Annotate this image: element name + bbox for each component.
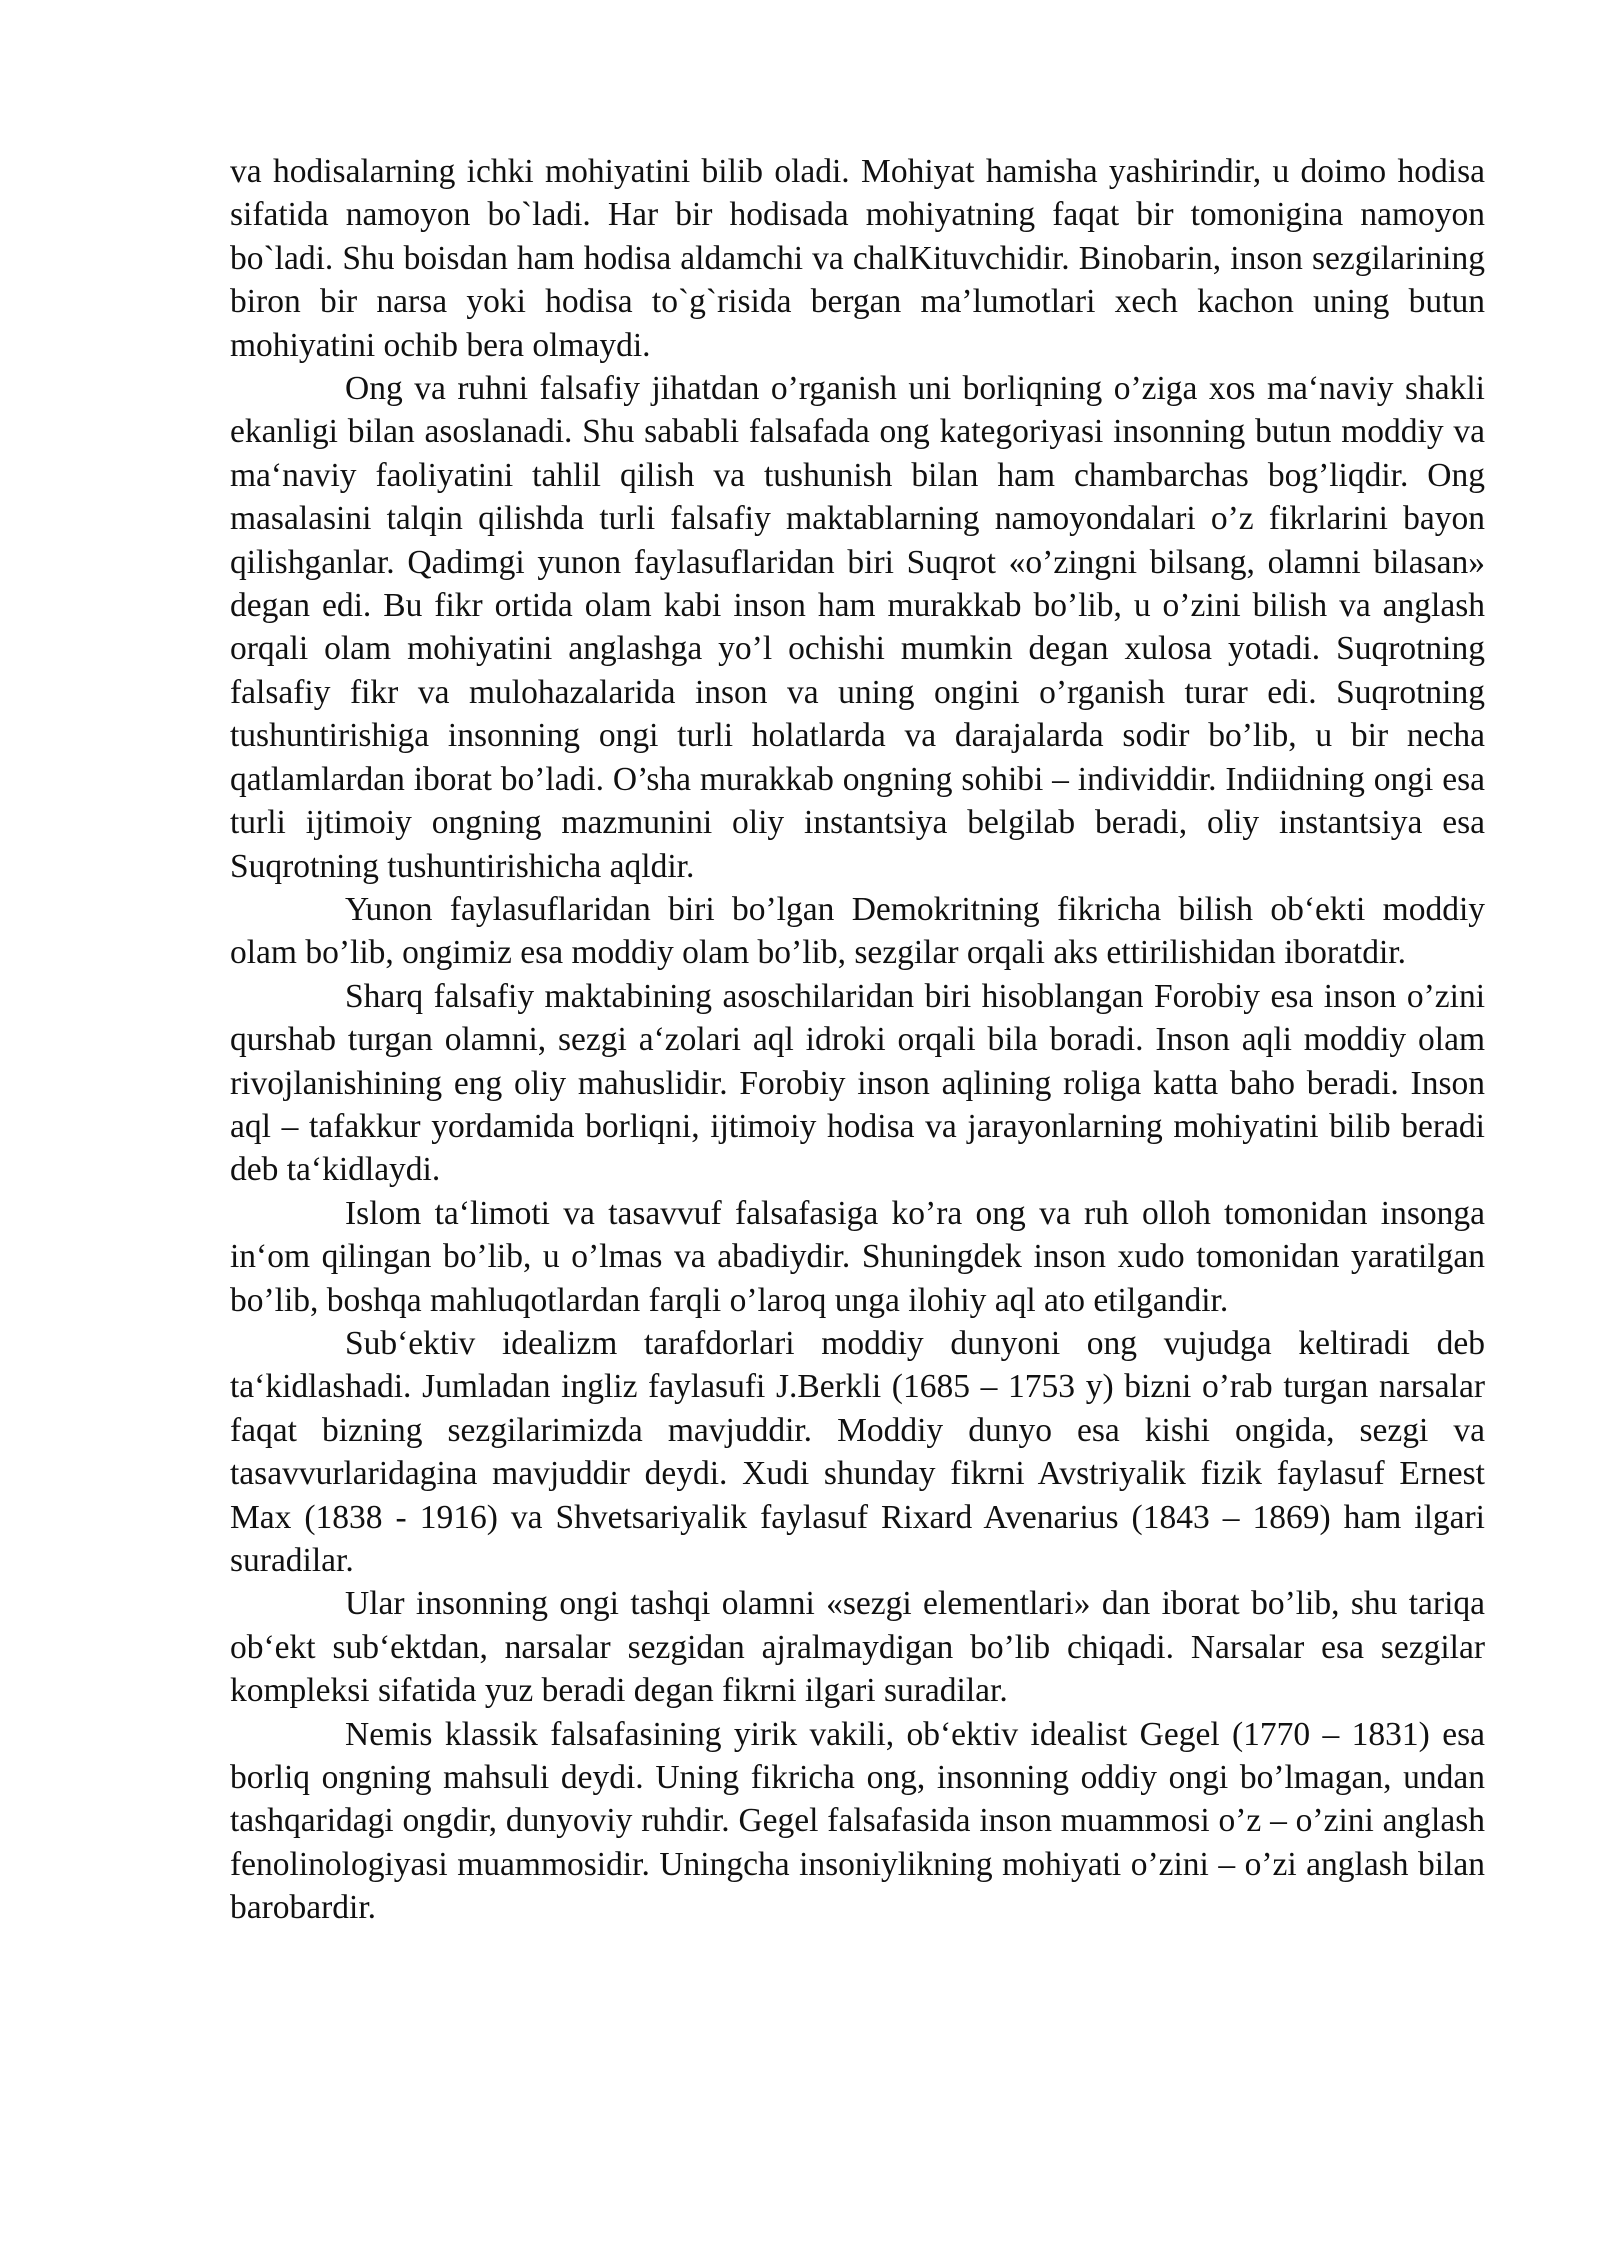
paragraph-islom: Islom ta‘limoti va tasavvuf falsafasiga ko’ra ong va ruh olloh tomonidan insonga in‘om qilingan bo’lib, u o’lmas va abadiydir. Shuningdek inson xudo tomonidan yaratilgan bo’lib, boshqa mahluqotlardan farqli o’laroq unga ilohiy aql ato etilgandir. (230, 1194, 1485, 1319)
paragraph-sezgi-elementlari: Ular insonning ongi tashqi olamni «sezgi elementlari» dan iborat bo’lib, shu tariqa ob‘ekt sub‘ektdan, narsalar sezgidan ajralmaydigan bo’lib chiqadi. Narsalar esa sezgilar kompleksi sifatida yuz beradi degan fikrni ilgari suradilar. (230, 1585, 1485, 1710)
paragraph-gegel: Nemis klassik falsafasining yirik vakili, ob‘ektiv idealist Gegel (1770 – 1831) esa borliq ongning mahsuli deydi. Uning fikricha ong, insonning oddiy ongi bo’lmagan, undan tashqaridagi ongdir, dunyoviy ruhdir. Gegel falsafasida inson muammosi o’z – o’zini anglash fenolinologiyasi muammosidir. Uningcha insoniylikning mohiyati o’zini – o’zi anglash bilan barobardir. (230, 1715, 1485, 1927)
paragraph-forobiy: Sharq falsafiy maktabining asoschilaridan biri hisoblangan Forobiy esa inson o’zini qurshab turgan olamni, sezgi a‘zolari aql idroki orqali bila boradi. Inson aqli moddiy olam rivojlanishining eng oliy mahuslidir. Forobiy inson aqlining roliga katta baho beradi. Inson aql – tafakkur yordamida borliqni, ijtimoiy hodisa va jarayonlarning mohiyatini bilib beradi deb ta‘kidlaydi. (230, 977, 1485, 1189)
paragraph-demokrit: Yunon faylasuflaridan biri bo’lgan Demokritning fikricha bilish ob‘ekti moddiy olam bo’lib, ongimiz esa moddiy olam bo’lib, sezgilar orqali aks ettirilishidan iboratdir. (230, 890, 1485, 972)
document-page (230, 150, 1485, 1930)
paragraph-subektiv-idealizm: Sub‘ektiv idealizm tarafdorlari moddiy dunyoni ong vujudga keltiradi deb ta‘kidlashadi. Jumladan ingliz faylasufi J.Berkli (1685 – 1753 y) bizni o’rab turgan narsalar faqat bizning sezgilarimizda mavjuddir. Moddiy dunyo esa kishi ongida, sezgi va tasavvurlaridagina mavjuddir deydi. Xudi shunday fikrni Avstriyalik fizik faylasuf Ernest Max (1838 - 1916) va Shvetsariyalik faylasuf Rixard Avenarius (1843 – 1869) ham ilgari suradilar. (230, 1324, 1485, 1579)
paragraph-ong-va-ruh: Ong va ruhni falsafiy jihatdan o’rganish uni borliqning o’ziga xos ma‘naviy shakli ekanligi bilan asoslanadi. Shu sababli falsafada ong kategoriyasi insonning butun moddiy va ma‘naviy faoliyatini tahlil qilish va tushunish bilan ham chambarchas bog’liqdir. Ong masalasini talqin qilishda turli falsafiy maktablarning namoyondalari o’z fikrlarini bayon qilishganlar. Qadimgi yunon faylasuflaridan biri Suqrot «o’zingni bilsang, olamni bilasan» degan edi. Bu fikr ortida olam kabi inson ham murakkab bo’lib, u o’zini bilish va anglash orqali olam mohiyatini anglashga yo’l ochishi mumkin degan xulosa yotadi. Suqrotning falsafiy fikr va mulohazalarida inson va uning ongini o’rganish turar edi. Suqrotning tushuntirishiga insonning ongi turli holatlarda va darajalarda sodir bo’lib, u bir necha qatlamlardan iborat bo’ladi. O’sha murakkab ongning sohibi – individdir. Indiidning ongi esa turli ijtimoiy ongning mazmunini oliy instantsiya belgilab beradi, oliy instantsiya esa Suqrotning tushuntirishicha aqldir. (230, 370, 1485, 885)
paragraph-continuation: va hodisalarning ichki mohiyatini bilib oladi. Mohiyat hamisha yashirindir, u doimo hodisa sifatida namoyon bo`ladi. Har bir hodisada mohiyatning faqat bir tomonigina namoyon bo`ladi. Shu boisdan ham hodisa aldamchi va chalKituvchidir. Binobarin, inson sezgilarining biron bir narsa yoki hodisa to`g`risida bergan ma’lumotlari xech kachon uning butun mohiyatini ochib bera olmaydi. (230, 153, 1485, 364)
